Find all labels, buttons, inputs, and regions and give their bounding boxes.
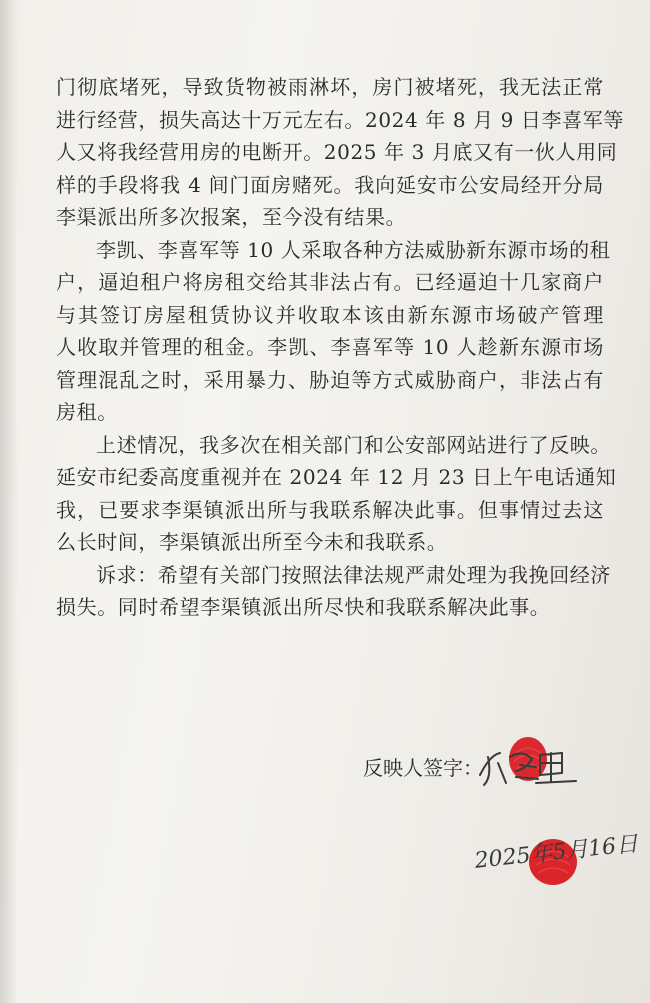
letter-line: 上述情况，我多次在相关部门和公安部网站进行了反映。 — [96, 432, 611, 457]
letter-line: 门彻底堵死，导致货物被雨淋坏，房门被堵死，我无法正常 — [56, 75, 604, 99]
letter-line: 延安市纪委高度重视并在 2024 年 12 月 23 日上午电话通知 — [56, 465, 617, 489]
letter-line: 李凯、李喜军等 10 人采取各种方法威胁新东源市场的租 — [96, 237, 611, 262]
letter-line: 与其签订房屋租赁协议并收取本该由新东源市场破产管理 — [56, 302, 604, 327]
letter-line: 进行经营，损失高达十万元左右。2024 年 8 月 9 日李喜军等 — [56, 107, 624, 132]
letter-line: 我，已要求李渠镇派出所与我联系解决此事。但事情过去这 — [56, 497, 604, 522]
letter-line: 损失。同时希望李渠镇派出所尽快和我联系解决此事。 — [56, 595, 551, 619]
letter-line: 么长时间，李渠镇派出所至今未和我联系。 — [56, 530, 448, 554]
letter-line: 户，逼迫租户将房租交给其非法占有。已经逼迫十几家商户 — [56, 270, 604, 294]
letter-line: 房租。 — [56, 400, 118, 424]
page-edge-shadow — [0, 0, 18, 1003]
letter-line: 管理混乱之时，采用暴力、胁迫等方式威胁商户，非法占有 — [56, 367, 604, 392]
letter-line: 人收取并管理的租金。李凯、李喜军等 10 人趁新东源市场 — [56, 335, 604, 359]
letter-body — [56, 71, 624, 624]
letter-line: 诉求：希望有关部门按照法律法规严肃处理为我挽回经济 — [96, 562, 611, 587]
date-text: 2025年5月16日 — [473, 831, 640, 874]
signature-label: 反映人签字： — [363, 756, 483, 780]
handwritten-date — [470, 825, 640, 875]
letter-line: 人又将我经营用房的电断开。2025 年 3 月底又有一伙人用同 — [56, 140, 618, 164]
letter-line: 李渠派出所多次报案，至今没有结果。 — [56, 205, 407, 229]
handwritten-signature — [470, 735, 590, 795]
letter-line: 样的手段将我 4 间门面房赌死。我向延安市公安局经开分局 — [56, 172, 604, 197]
